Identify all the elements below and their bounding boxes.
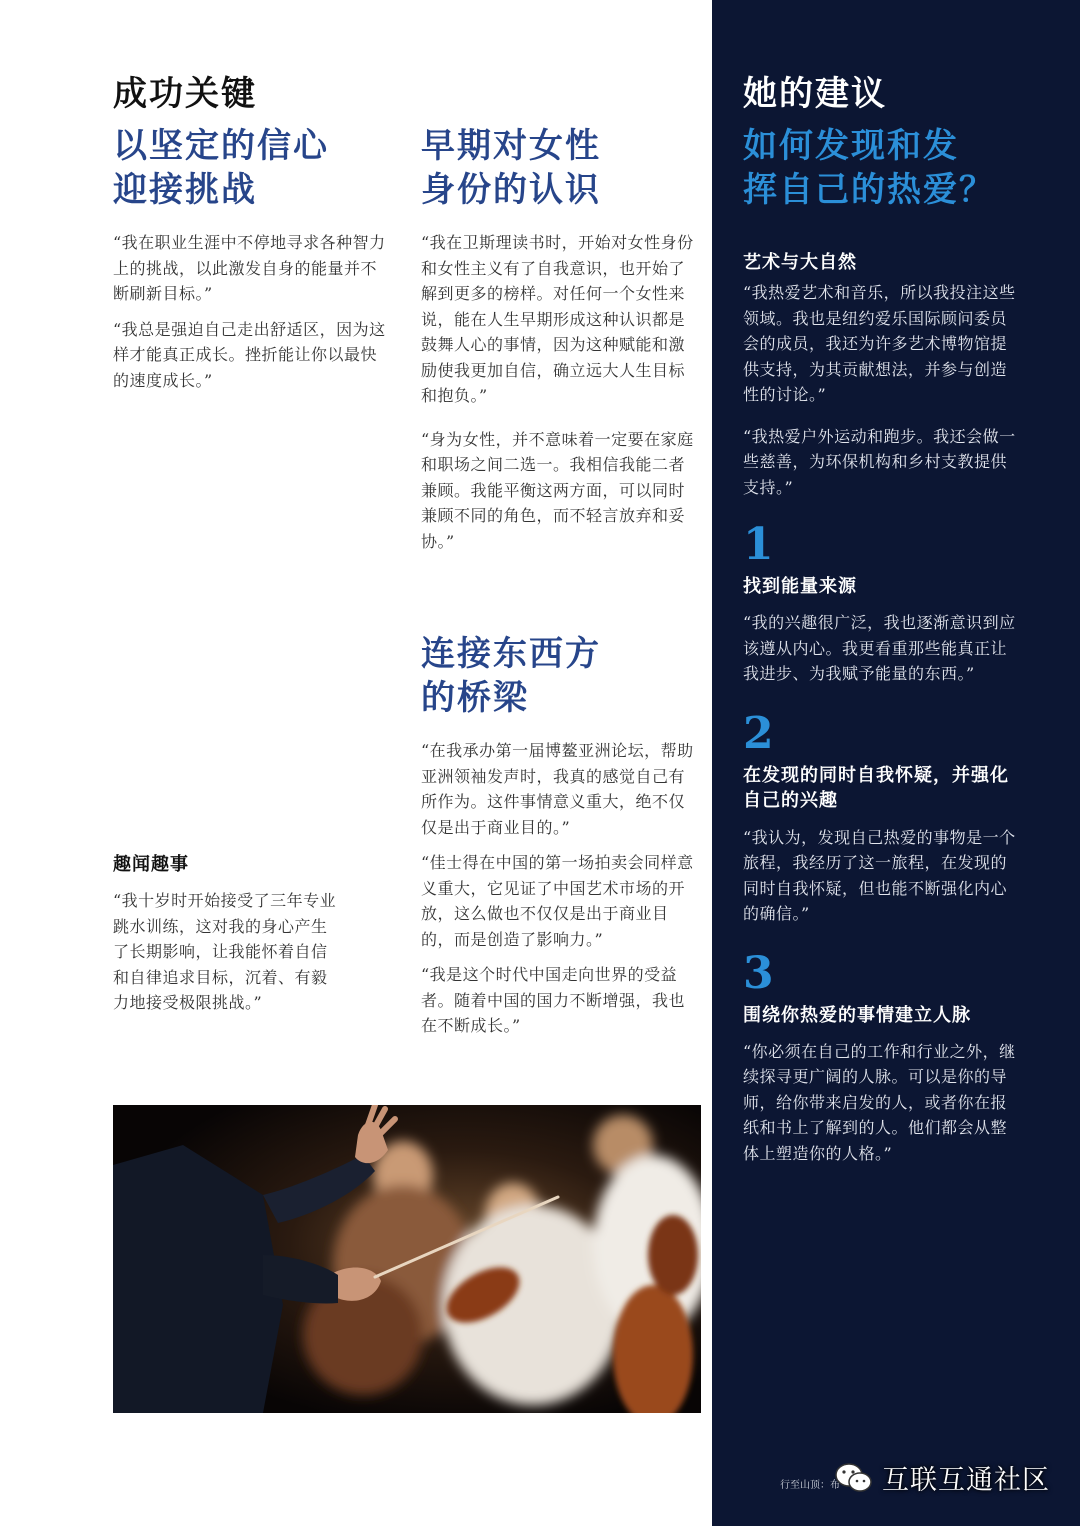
- section-label-success: 成功关键: [113, 74, 257, 114]
- watermark: [834, 1458, 1050, 1497]
- step-number: 2: [743, 707, 774, 759]
- advice-content: [743, 124, 1023, 1176]
- trivia-block: [113, 850, 338, 1026]
- advice-panel: [712, 0, 1080, 1526]
- quote: “我在职业生涯中不停地寻求各种智力上的挑战，以此激发自身的能量并不断刷新目标。”: [113, 233, 386, 303]
- quote: “佳士得在中国的第一场拍卖会同样意义重大，它见证了中国艺术市场的开放，这么做也不仅仅是出于商业目的，而是创造了影响力。”: [421, 853, 694, 949]
- quote: “我的兴趣很广泛，我也逐渐意识到应该遵从内心。我更看重那些能真正让我进步、为我赋予能量的东西。”: [743, 613, 1016, 683]
- quote: “我是这个时代中国走向世界的受益者。随着中国的国力不断增强，我也在不断成长。”: [421, 965, 686, 1035]
- heading-bridge: 连接东西方 的桥梁: [421, 634, 601, 718]
- quote: “我在卫斯理读书时，开始对女性身份和女性主义有了自我意识，也开始了解到更多的榜样。对任何一个女性来说，能在人生早期形成这种认识都是鼓舞人心的事情，因为这种赋能和激励使我更加自信，确立远大人生目标和抱负。”: [421, 233, 694, 405]
- quote: “身为女性，并不意味着一定要在家庭和职场之间二选一。我相信我能二者兼顾。我能平衡这两方面，可以同时兼顾不同的角色，而不轻言放弃和妥协。”: [421, 429, 694, 551]
- quote: “我热爱户外运动和跑步。我还会做一些慈善，为环保机构和乡村支教提供支持。”: [743, 426, 1016, 497]
- quote: “我总是强迫自己走出舒适区，因为这样才能真正成长。挫折能让你以最快的速度成长。”: [113, 319, 386, 390]
- heading-female-identity: 早期对女性 身份的认识: [421, 126, 601, 210]
- trivia-title: 趣闻趣事: [113, 854, 189, 875]
- quote: “我认为，发现自己热爱的事物是一个旅程，我经历了这一旅程，在发现的同时自我怀疑，但也能不断强化内心的确信。”: [743, 827, 1016, 923]
- step-title: 找到能量来源: [743, 576, 857, 597]
- step-title: 在发现的同时自我怀疑，并强化自己的兴趣: [743, 764, 1009, 811]
- wechat-icon: [834, 1461, 874, 1495]
- heading-discover-passion: 如何发现和发 挥自己的热爱？: [743, 126, 995, 210]
- quote: “我热爱艺术和音乐，所以我投注这些领域。我也是纽约爱乐国际顾问委员会的成员，我还为许多艺术博物馆提供支持，为其贡献想法，并参与创造性的讨论。”: [743, 283, 1016, 404]
- step-number: 3: [743, 947, 774, 999]
- arts-nature-title: 艺术与大自然: [743, 252, 857, 273]
- step-title: 围绕你热爱的事情建立人脉: [743, 1004, 971, 1026]
- column-challenge: [113, 124, 393, 403]
- watermark-text: 互联互通社区: [882, 1465, 1050, 1496]
- column-female-identity: [421, 124, 701, 564]
- step-number: 1: [743, 519, 774, 570]
- quote: “你必须在自己的工作和行业之外，继续探寻更广阔的人脉。可以是你的导师，给你带来启发的人，或者你在报纸和书上了解到的人。他们都会从整体上塑造你的人格。”: [743, 1041, 1016, 1163]
- footer-text: 行至山顶：布: [780, 1480, 840, 1491]
- section-label-advice: 她的建议: [743, 74, 887, 114]
- heading-challenge: 以坚定的信心 迎接挑战: [113, 126, 329, 210]
- trivia-quote: “我十岁时开始接受了三年专业跳水训练，这对我的身心产生了长期影响，让我能怀着自信和自律追求目标，沉着、有毅力地接受极限挑战。”: [113, 891, 337, 1012]
- column-bridge: [421, 632, 701, 1049]
- quote: “在我承办第一届博鳌亚洲论坛，帮助亚洲领袖发声时，我真的感觉自己有所作为。这件事情意义重大，绝不仅仅是出于商业目的。”: [421, 741, 694, 837]
- orchestra-conductor-photo: [113, 1105, 701, 1413]
